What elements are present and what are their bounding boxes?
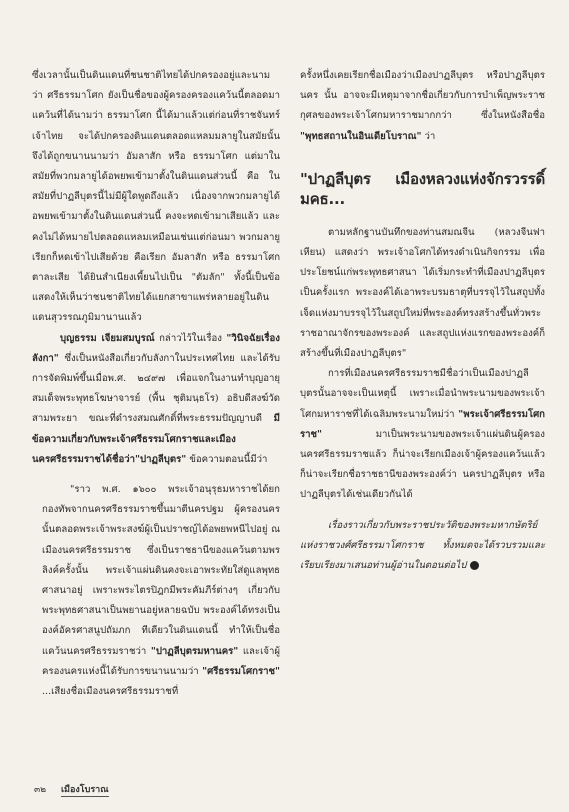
right-column: [300, 66, 545, 576]
end-of-article-icon: [470, 561, 479, 570]
paragraph-3: [300, 364, 545, 505]
page-footer: [34, 782, 109, 797]
text-span: ครั้งหนึ่งเคยเรียกชื่อเมืองว่าเมืองปาฏลีบุตร หรือปาฏลีบุตรนคร นั้น อาจจะมีเหตุมาจากชื่อเกี่ยวกับการบำเพ็ญพระราชกุศลของพระเจ้าโศกมหาราชมากกว่า ซึ่งในหนังสือชื่อ: [300, 70, 545, 122]
text-span: "ราว พ.ศ. ๑๖๐๐ พระเจ้าอนุรุธมหาราชได้ยกกองทัพจากนครศรีธรรมราชขึ้นมาตีนครปฐม ผู้ครองนครนั้นตลอดพระเจ้าพระสงฆ์ผู้เป็นปราชญ์ได้อพยพหนีไปอยู่ ณ เมืองนครศรีธรรมราช ซึ่งเป็นราชธานีของแคว้นตามพรลิงค์ครั้งนั้น พระเจ้าแผ่นดินคงจะเอาพระทัยใส่ดูแลพุทธศาสนาอยู่ เพราะพระไตรปิฎกมีพระคัมภีร์ต่างๆ เกี่ยวกับพระพุทธศาสนาเป็นพยานอยู่หลายฉบับ พระองค์ได้ทรงเป็นองค์อัครศาสนูปถัมภก ทีเดียวในดินแดนนี้ ทำให้เป็นชื่อแคว้นนครศรีธรรมราชว่า: [42, 484, 280, 657]
left-column: [32, 66, 280, 702]
spacer: [32, 470, 280, 480]
paragraph-1: ซึ่งเวลานั้นเป็นดินแดนที่ชนชาติไทยได้ปกครองอยู่และนามว่า ศรีธรรมาโศก ยังเป็นชื่อของผู้ครองครองแคว้นนี้ตลอดมา แคว้นที่ได้นามว่า ธรรมาโศก นี้ได้มาแล้วแต่ก่อนที่ราชจันทร์ เจ้าไทย จะได้ปกครองดินแดนตลอดแหลมมลายูในสมัยนั้น จึงได้ถูกขนานนามว่า อัมลาสัก หรือ ธรรมาโศก แต่มาในสมัยที่พวกมลายูได้อพยพเข้ามาตั้งในดินแดนส่วนนี้ คือ ในสมัยที่ปาฏลีบุตรนี้ไม่มีผู้ใดพูดถึงแล้ว เนื่องจากพวกมลายูได้อพยพเข้ามาตั้งในดินแดนส่วนนี้ คงจะหดเข้ามาเสียแล้ว และคงไม่ได้หมายไปตลอดแหลมเหมือนเช่นแต่ก่อนมา พวกมลายูเรียกก็หดเข้าไปเสียด้วย คือเรียก อัมลาสัก หรือ ธรรมาโศก ตาละเสีย ได้ยินสำเนียงเพี้ยนไปเป็น "ตัมลัก" ทั้งนี้เป็นข้อแสดงให้เห็นว่าชนชาติไทยได้แยกสาขาแพร่หลายอยู่ในดินแดนสุวรรณภูมิมานานแล้ว: [32, 70, 280, 324]
book-title: "วินิจฉัยเรื่องลังกา": [32, 332, 280, 364]
magazine-logo: เมืองโบราณ: [61, 782, 109, 797]
paragraph-1: [300, 66, 545, 147]
closing-paragraph: [300, 516, 545, 577]
city-name: "ปาฏลีบุตรมหานคร": [150, 645, 239, 657]
section-heading: "ปาฏลีบุตร เมืองหลวงแห่งจักรวรรดิ์มคธ...: [300, 169, 545, 208]
book-title: "พุทธสถานในอินเดียโบราณ": [300, 130, 422, 142]
text-span: การที่เมืองนครศรีธรรมราชมีชื่อว่าเป็นเมืองปาฏลีบุตรนั้นอาจจะเป็นเหตุนี้ เพราะเมื่อนำพระนามของพระเจ้าโศกมหาราชที่ได้เฉลิมพระนามใหม่ว่า: [300, 368, 545, 420]
paragraph-2: ตามหลักฐานบันทึกของท่านสมณจีน (หลวงจีนฟาเหียน) แสดงว่า พระเจ้าอโศกได้ทรงดำเนินกิจกรรม เพื่อประโยชน์แก่พระพุทธศาสนา ได้เริ่มกระทำที่เมืองปาฏลีบุตรเป็นครั้งแรก พระองค์ได้เอาพระบรมธาตุที่บรรจุไว้ในสถูปทั้งเจ็ดแห่งมาบรรจุไว้ในสถูปใหม่ที่พระองค์ทรงสร้างขึ้นทั่วพระราชอาณาจักรของพระองค์ และสถูปแห่งแรกของพระองค์ก็สร้างขึ้นที่เมืองปาฏลีบุตร": [300, 226, 545, 360]
author-name: บุญธรรม เจียมสมบูรณ์: [60, 332, 155, 344]
text-span: ซึ่งเป็นหนังสือเกี่ยวกับลังกาในประเทศไทย และได้รับการจัดพิมพ์ขึ้นเมื่อพ.ศ. ๒๔๙๗ เพื่อแจกในงานทำบุญอายุสมเด็จพระพุทธโฆษาจารย์ (พื้น ชุติมนฺธโร) อธิบดีสงฆ์วัดสามพระยา ขณะที่ดำรงสมณศักดิ์ที่พระธรรมปัญญาบดี: [32, 352, 280, 425]
emphasis-text: มีข้อความเกี่ยวกับพระเจ้าศรีธรรมโศกราชและเมืองนครศรีธรรมราชได้ชื่อว่า: [32, 413, 280, 465]
text-span: มาเป็นพระนามของพระเจ้าแผ่นดินผู้ครองนครศรีธรรมราชแล้ว ก็น่าจะเรียกเมืองเจ้าผู้ครองแคว้นแล้ว ก็น่าจะเรียกชื่อราชธานีของพระองค์ว่า นครปาฏลีบุตร หรือปาฏลีบุตรได้เช่นเดียวกันได้: [300, 428, 545, 501]
text-span: และเจ้าผู้ครองนครแห่งนี้ได้รับการขนานนามว่า: [42, 645, 280, 677]
patliputra-name: "ปาฏลีบุตร": [135, 453, 187, 465]
text-span: กล่าวไว้ในเรื่อง: [154, 332, 227, 344]
text-span: ว่า: [421, 130, 436, 142]
page-number: ๓๒: [34, 785, 47, 795]
text-span: ข้อความตอนนี้มีว่า: [186, 453, 268, 465]
spacer: [300, 506, 545, 516]
text-span: เรื่องราวเกี่ยวกับพระราชประวัติของพระมหากษัตริย์แห่งราชวงศ์ศรีธรรมาโศกราช ทั้งหมดจะได้รวบรวมและเรียบเรียงมาเสนอท่านผู้อ่านในตอนต่อไป: [300, 519, 545, 572]
quote-paragraph: [32, 480, 280, 702]
king-name: "ศรีธรรมโศกราช": [202, 665, 280, 677]
paragraph-2: [32, 329, 280, 470]
king-name: "พระเจ้าศรีธรรมโศกราช": [300, 408, 545, 440]
text-span: ...เสียงชื่อเมืองนครศรีธรรมราชที่: [42, 686, 179, 698]
